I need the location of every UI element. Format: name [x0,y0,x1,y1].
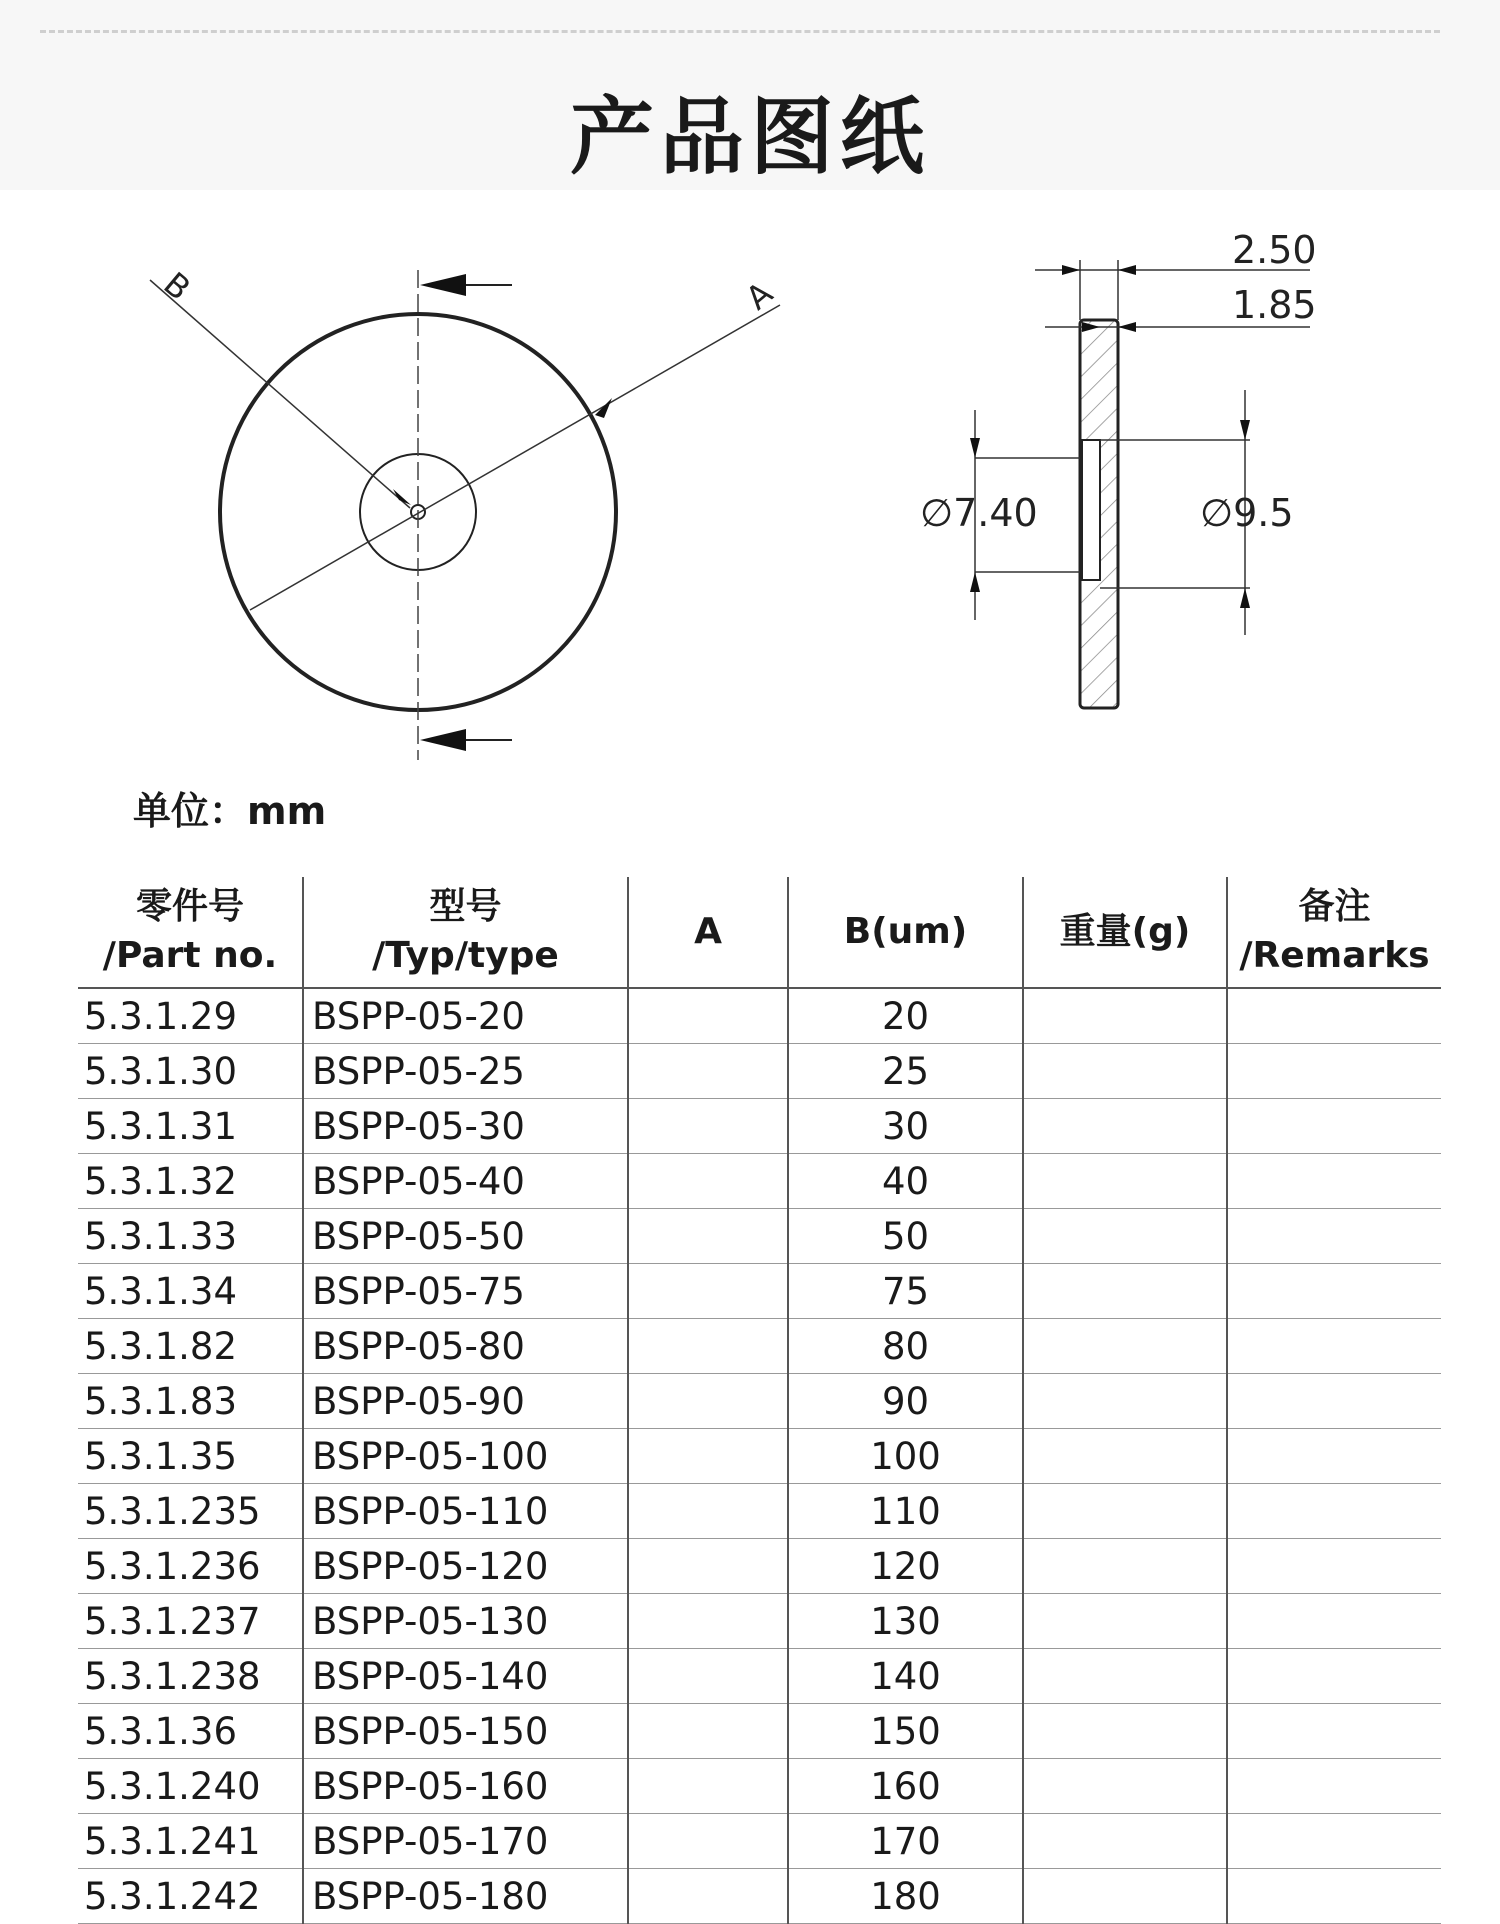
cell-weight [1023,1594,1227,1649]
cell-b: 50 [788,1209,1023,1264]
arrowhead [393,489,411,505]
table-row [78,1099,1441,1154]
cell-a [628,1319,788,1374]
cell-weight [1023,1319,1227,1374]
front-view [150,265,780,760]
cell-remarks [1227,1044,1441,1099]
cell-a [628,1154,788,1209]
table-row [78,1649,1441,1704]
cell-remarks [1227,1594,1441,1649]
cell-a [628,1869,788,1924]
cell-type: BSPP-05-80 [303,1319,628,1374]
cell-type: BSPP-05-75 [303,1264,628,1319]
label-b: B [156,264,198,308]
cell-remarks [1227,1704,1441,1759]
cell-type: BSPP-05-25 [303,1044,628,1099]
cell-part-no: 5.3.1.30 [78,1044,303,1099]
cell-weight [1023,1044,1227,1099]
arrowhead [1240,420,1250,440]
arrowhead [1118,265,1136,275]
cell-weight [1023,1374,1227,1429]
cell-part-no: 5.3.1.35 [78,1429,303,1484]
cell-a [628,1099,788,1154]
cell-part-no: 5.3.1.32 [78,1154,303,1209]
cell-a [628,1814,788,1869]
cell-type: BSPP-05-140 [303,1649,628,1704]
cell-remarks [1227,988,1441,1044]
cell-part-no: 5.3.1.241 [78,1814,303,1869]
cell-a [628,1264,788,1319]
cell-type: BSPP-05-100 [303,1429,628,1484]
cell-a [628,1649,788,1704]
cell-type: BSPP-05-20 [303,988,628,1044]
cell-weight [1023,1154,1227,1209]
cell-weight [1023,1429,1227,1484]
table-row [78,1869,1441,1924]
label-a: A [738,274,780,318]
arrowhead [420,274,466,296]
cell-a [628,1429,788,1484]
cell-weight [1023,988,1227,1044]
cell-remarks [1227,1319,1441,1374]
cell-remarks [1227,1154,1441,1209]
cell-b: 180 [788,1869,1023,1924]
cell-a [628,1539,788,1594]
table-row [78,1264,1441,1319]
cell-weight [1023,1759,1227,1814]
cell-weight [1023,1264,1227,1319]
cell-b: 40 [788,1154,1023,1209]
cell-type: BSPP-05-170 [303,1814,628,1869]
table-row [78,1594,1441,1649]
cell-a [628,988,788,1044]
cell-weight [1023,1814,1227,1869]
cell-b: 130 [788,1594,1023,1649]
cell-remarks [1227,1429,1441,1484]
cell-weight [1023,1099,1227,1154]
cell-part-no: 5.3.1.82 [78,1319,303,1374]
cell-remarks [1227,1814,1441,1869]
side-view [920,228,1317,708]
cell-b: 75 [788,1264,1023,1319]
cell-weight [1023,1539,1227,1594]
cell-part-no: 5.3.1.238 [78,1649,303,1704]
cell-weight [1023,1649,1227,1704]
technical-drawing [0,190,1500,770]
cell-b: 150 [788,1704,1023,1759]
cell-b: 30 [788,1099,1023,1154]
cell-part-no: 5.3.1.33 [78,1209,303,1264]
cell-weight [1023,1484,1227,1539]
table-row [78,1154,1441,1209]
cell-type: BSPP-05-160 [303,1759,628,1814]
table-row [78,1044,1441,1099]
arrowhead [1118,322,1136,332]
cell-type: BSPP-05-90 [303,1374,628,1429]
table-row [78,988,1441,1044]
header-part-no: 零件号 /Part no. [78,877,303,988]
header-type: 型号 /Typ/type [303,877,628,988]
cell-a [628,1704,788,1759]
cell-b: 90 [788,1374,1023,1429]
cell-b: 170 [788,1814,1023,1869]
dim-thickness: 2.50 [1232,228,1317,272]
cell-b: 100 [788,1429,1023,1484]
page-title: 产品图纸 [569,88,930,186]
cell-type: BSPP-05-30 [303,1099,628,1154]
cell-part-no: 5.3.1.34 [78,1264,303,1319]
cell-type: BSPP-05-50 [303,1209,628,1264]
dashed-divider [40,30,1440,33]
cell-part-no: 5.3.1.83 [78,1374,303,1429]
cell-b: 160 [788,1759,1023,1814]
arrowhead [595,398,612,418]
cell-a [628,1209,788,1264]
header-remarks: 备注 /Remarks [1227,877,1441,988]
cell-a [628,1759,788,1814]
cell-a [628,1484,788,1539]
cell-remarks [1227,1539,1441,1594]
cell-b: 120 [788,1539,1023,1594]
table-row [78,1539,1441,1594]
table-row [78,1319,1441,1374]
header-b: B(um) [788,877,1023,988]
dim-step: 1.85 [1232,283,1317,327]
table-header-row [78,877,1441,988]
arrowhead [1240,588,1250,608]
cell-b: 25 [788,1044,1023,1099]
cell-remarks [1227,1759,1441,1814]
cell-type: BSPP-05-110 [303,1484,628,1539]
cell-b: 140 [788,1649,1023,1704]
cell-part-no: 5.3.1.31 [78,1099,303,1154]
cell-remarks [1227,1099,1441,1154]
cell-part-no: 5.3.1.237 [78,1594,303,1649]
leader-a [250,305,780,610]
cell-a [628,1374,788,1429]
cell-remarks [1227,1374,1441,1429]
cell-remarks [1227,1649,1441,1704]
unit-label: 单位：mm [133,789,327,833]
arrowhead [420,729,466,751]
table-row [78,1759,1441,1814]
cell-remarks [1227,1869,1441,1924]
cell-part-no: 5.3.1.235 [78,1484,303,1539]
cell-part-no: 5.3.1.36 [78,1704,303,1759]
table-row [78,1814,1441,1869]
cell-remarks [1227,1484,1441,1539]
cell-weight [1023,1869,1227,1924]
spec-table [78,877,1441,1924]
dim-inner-diameter: ∅7.40 [920,491,1038,535]
table-row [78,1429,1441,1484]
cell-a [628,1594,788,1649]
cell-type: BSPP-05-120 [303,1539,628,1594]
side-recess [1082,440,1100,580]
cell-b: 110 [788,1484,1023,1539]
cell-b: 80 [788,1319,1023,1374]
arrowhead [970,572,980,592]
cell-type: BSPP-05-150 [303,1704,628,1759]
header-weight: 重量(g) [1023,877,1227,988]
cell-a [628,1044,788,1099]
cell-weight [1023,1704,1227,1759]
table-row [78,1484,1441,1539]
table-row [78,1704,1441,1759]
cell-part-no: 5.3.1.240 [78,1759,303,1814]
table-row [78,1374,1441,1429]
cell-type: BSPP-05-180 [303,1869,628,1924]
cell-b: 20 [788,988,1023,1044]
arrowhead [1062,265,1080,275]
table-row [78,1209,1441,1264]
cell-type: BSPP-05-40 [303,1154,628,1209]
cell-remarks [1227,1264,1441,1319]
cell-part-no: 5.3.1.236 [78,1539,303,1594]
leader-b [150,280,410,508]
arrowhead [970,438,980,458]
cell-remarks [1227,1209,1441,1264]
dim-outer-diameter: ∅9.5 [1200,491,1294,535]
cell-part-no: 5.3.1.242 [78,1869,303,1924]
cell-weight [1023,1209,1227,1264]
cell-part-no: 5.3.1.29 [78,988,303,1044]
cell-type: BSPP-05-130 [303,1594,628,1649]
header-a: A [628,877,788,988]
